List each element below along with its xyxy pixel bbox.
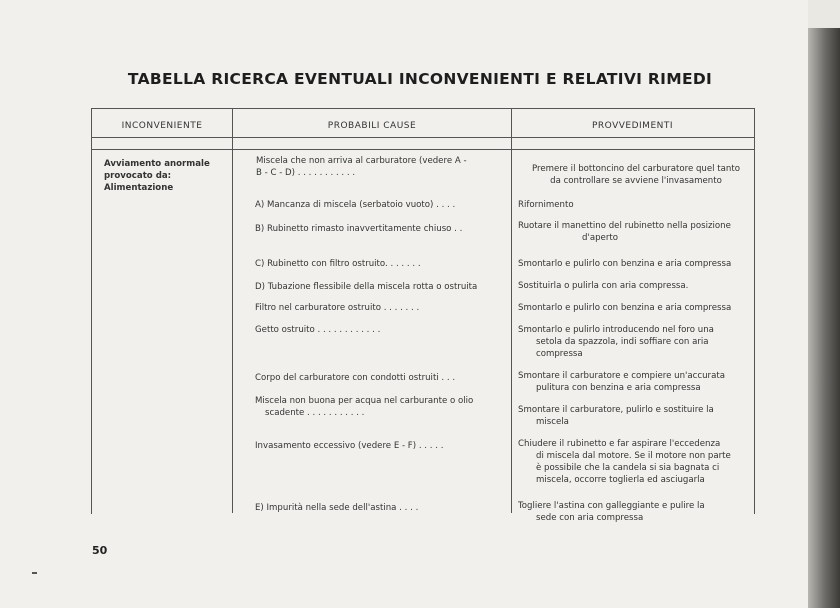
margin-mark [32, 572, 37, 574]
cause-cell: D) Tubazione flessibile della miscela rotta o ostruita [255, 282, 478, 292]
provvedimento-cell: Smontarlo e pulirlo introducendo nel foro una setola da spazzola, indi soffiare con aria compressa [518, 325, 714, 359]
header-divider [91, 149, 754, 150]
cause-cell: E) Impurità nella sede dell'astina . . . . [255, 503, 419, 513]
provvedimento-cell: Ruotare il manettino del rubinetto nella posizione d'aperto [518, 221, 731, 243]
provvedimento-cell: Rifornimento [518, 200, 574, 210]
provvedimento-cell: Smontarlo e pulirlo con benzina e aria compressa [518, 259, 732, 269]
provvedimento-cell: Premere il bottoncino del carburatore quel tanto da controllare se avviene l'invasamento [532, 164, 740, 186]
column-header-cause: PROBABILI CAUSE [327, 121, 417, 131]
cause-cell: A) Mancanza di miscela (serbatoio vuoto) . . . . [255, 200, 456, 210]
cause-cell: Miscela non buona per acqua nel carburante o olio scadente . . . . . . . . . . . [255, 396, 474, 418]
cause-cell: Getto ostruito . . . . . . . . . . . . [255, 325, 381, 335]
column-header-provvedimenti: PROVVEDIMENTI [591, 121, 674, 131]
cause-cell: B) Rubinetto rimasto inavvertitamente chiuso . . [255, 224, 463, 234]
header-divider [91, 137, 754, 138]
provvedimento-cell: Smontarlo e pulirlo con benzina e aria compressa [518, 303, 732, 313]
column-header-inconveniente: INCONVENIENTE [121, 121, 203, 131]
cause-cell: Filtro nel carburatore ostruito . . . . . . . [255, 303, 420, 313]
book-spine-shadow [808, 28, 840, 608]
provvedimento-cell: Smontare il carburatore e compiere un'accurata pulitura con benzina e aria compressa [518, 371, 725, 393]
provvedimento-cell: Togliere l'astina con galleggiante e pulire la sede con aria compressa [518, 501, 705, 523]
inconveniente-cell: Avviamento anormale provocato da: Alimentazione [104, 159, 210, 193]
cause-cell: Invasamento eccessivo (vedere E - F) . . . . . [255, 441, 444, 451]
cause-cell: Corpo del carburatore con condotti ostruiti . . . [255, 373, 456, 383]
column-divider [511, 108, 512, 513]
provvedimento-cell: Sostituirla o pulirla con aria compressa. [518, 281, 689, 291]
page-title: TABELLA RICERCA EVENTUALI INCONVENIENTI E RELATIVI RIMEDI [127, 70, 713, 88]
column-divider [232, 108, 233, 513]
cause-cell: C) Rubinetto con filtro ostruito. . . . . . . [255, 259, 421, 269]
cause-cell: Miscela che non arriva al carburatore (vedere A - B - C - D) . . . . . . . . . . . [256, 156, 467, 178]
provvedimento-cell: Smontare il carburatore, pulirlo e sostituire la miscela [518, 405, 714, 427]
page-number: 50 [92, 544, 108, 557]
provvedimento-cell: Chiudere il rubinetto e far aspirare l'eccedenza di miscela dal motore. Se il motore non parte è possibile che la candela si sia bagnata ci miscela, occorre toglierla ed asciugarla [518, 439, 731, 485]
